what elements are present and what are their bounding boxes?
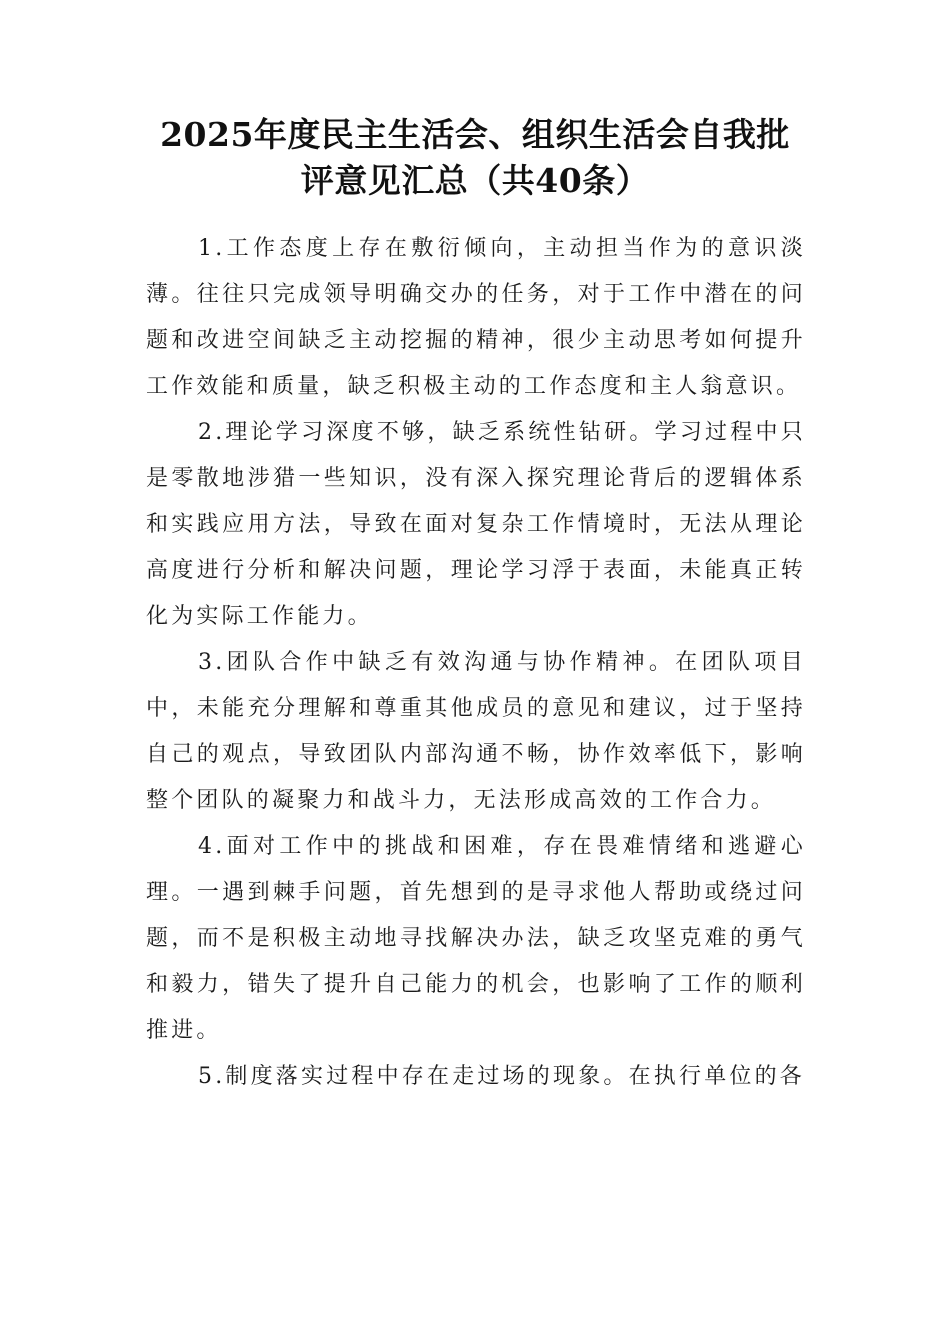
paragraph-4: 4.面对工作中的挑战和困难，存在畏难情绪和逃避心理。一遇到棘手问题，首先想到的是寻求他人帮助或绕过问题，而不是积极主动地寻找解决办法，缺乏攻坚克难的勇气和毅力，错失了提升自己能力的机会，也影响了工作的顺利推进。 (146, 834, 806, 1043)
paragraph-3: 3.团队合作中缺乏有效沟通与协作精神。在团队项目中，未能充分理解和尊重其他成员的意见和建议，过于坚持自己的观点，导致团队内部沟通不畅，协作效率低下，影响整个团队的凝聚力和战斗力，无法形成高效的工作合力。 (146, 650, 806, 813)
title-line-1: 2025年度民主生活会、组织生活会自我批 (160, 115, 790, 154)
document-body (146, 226, 806, 1100)
paragraph-5: 5.制度落实过程中存在走过场的现象。在执行单位的各 (198, 1064, 805, 1089)
title-line-2: 评意见汇总（共40条） (300, 161, 650, 200)
document-title (140, 112, 810, 204)
paragraph-2: 2.理论学习深度不够，缺乏系统性钻研。学习过程中只是零散地涉猎一些知识，没有深入探究理论背后的逻辑体系和实践应用方法，导致在面对复杂工作情境时，无法从理论高度进行分析和解决问题，理论学习浮于表面，未能真正转化为实际工作能力。 (146, 420, 806, 629)
paragraph-1: 1.工作态度上存在敷衍倾向，主动担当作为的意识淡薄。往往只完成领导明确交办的任务，对于工作中潜在的问题和改进空间缺乏主动挖掘的精神，很少主动思考如何提升工作效能和质量，缺乏积极主动的工作态度和主人翁意识。 (146, 236, 806, 399)
